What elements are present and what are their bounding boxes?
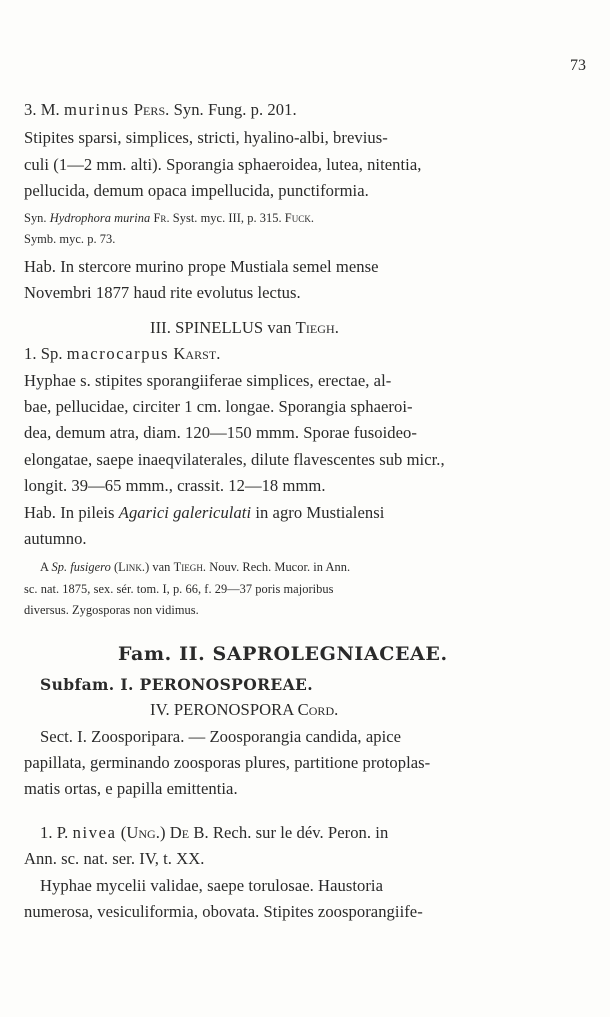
text-line: longit. 39—65 mmm., crassit. 12—18 mmm. xyxy=(24,476,326,495)
text-line: papillata, germinando zoosporas plures, partitione protoplas- xyxy=(24,753,431,772)
genus-heading: IV. PERONOSPORA Cord. xyxy=(150,700,339,719)
synonym-line: Symb. myc. p. 73. xyxy=(24,232,116,246)
page-number: 73 xyxy=(570,57,586,74)
species-heading: 1. Sp. macrocarpus Karst. xyxy=(24,344,221,363)
synonym-line: Syn. Hydrophora murina Fr. Syst. myc. III, p. 315. Fuck. xyxy=(24,211,315,225)
note-line: A Sp. fusigero (Link.) van Tiegh. Nouv. Rech. Mucor. in Ann. xyxy=(40,560,351,574)
text-line: elongatae, saepe inaeqvilaterales, dilute flavescentes sub micr., xyxy=(24,450,445,469)
text-line: pellucida, demum opaca impellucida, punctiformia. xyxy=(24,181,369,200)
species-heading: 1. P. nivea (Ung.) De B. Rech. sur le dév. Peron. in xyxy=(40,823,389,842)
habitat-line: Novembri 1877 haud rite evolutus lectus. xyxy=(24,283,301,302)
habitat-line: Hab. In pileis Agarici galericulati in agro Mustialensi xyxy=(24,503,385,522)
genus-heading: III. SPINELLUS van Tiegh. xyxy=(150,318,339,337)
habitat-line: Hab. In stercore murino prope Mustiala semel mense xyxy=(24,257,379,276)
section-line: Sect. I. Zoosporipara. — Zoosporangia candida, apice xyxy=(40,727,402,746)
text-line: Hyphae mycelii validae, saepe torulosae. Haustoria xyxy=(40,876,384,895)
text-line: bae, pellucidae, circiter 1 cm. longae. Sporangia sphaeroi- xyxy=(24,397,413,416)
habitat-line: autumno. xyxy=(24,529,87,548)
species-heading: 3. M. murinus Pers. Syn. Fung. p. 201. xyxy=(24,100,297,119)
text-line: Stipites sparsi, simplices, stricti, hyalino-albi, brevius- xyxy=(24,128,388,147)
text-line: culi (1—2 mm. alti). Sporangia sphaeroidea, lutea, nitentia, xyxy=(24,155,422,174)
subfamily-heading: Subfam. I. PERONOSPOREAE. xyxy=(40,675,314,694)
text-line: numerosa, vesiculiformia, obovata. Stipites zoosporangiife- xyxy=(24,902,423,921)
note-line: sc. nat. 1875, sex. sér. tom. I, p. 66, f. 29—37 poris majoribus xyxy=(24,582,334,596)
text-line: dea, demum atra, diam. 120—150 mmm. Sporae fusoideo- xyxy=(24,423,417,442)
note-line: diversus. Zygosporas non vidimus. xyxy=(24,603,199,617)
family-heading: Fam. II. SAPROLEGNIACEAE. xyxy=(118,643,448,665)
text-line: Ann. sc. nat. ser. IV, t. XX. xyxy=(24,849,205,868)
text-line: Hyphae s. stipites sporangiiferae simplices, erectae, al- xyxy=(24,371,392,390)
text-line: matis ortas, e papilla emittentia. xyxy=(24,779,238,798)
